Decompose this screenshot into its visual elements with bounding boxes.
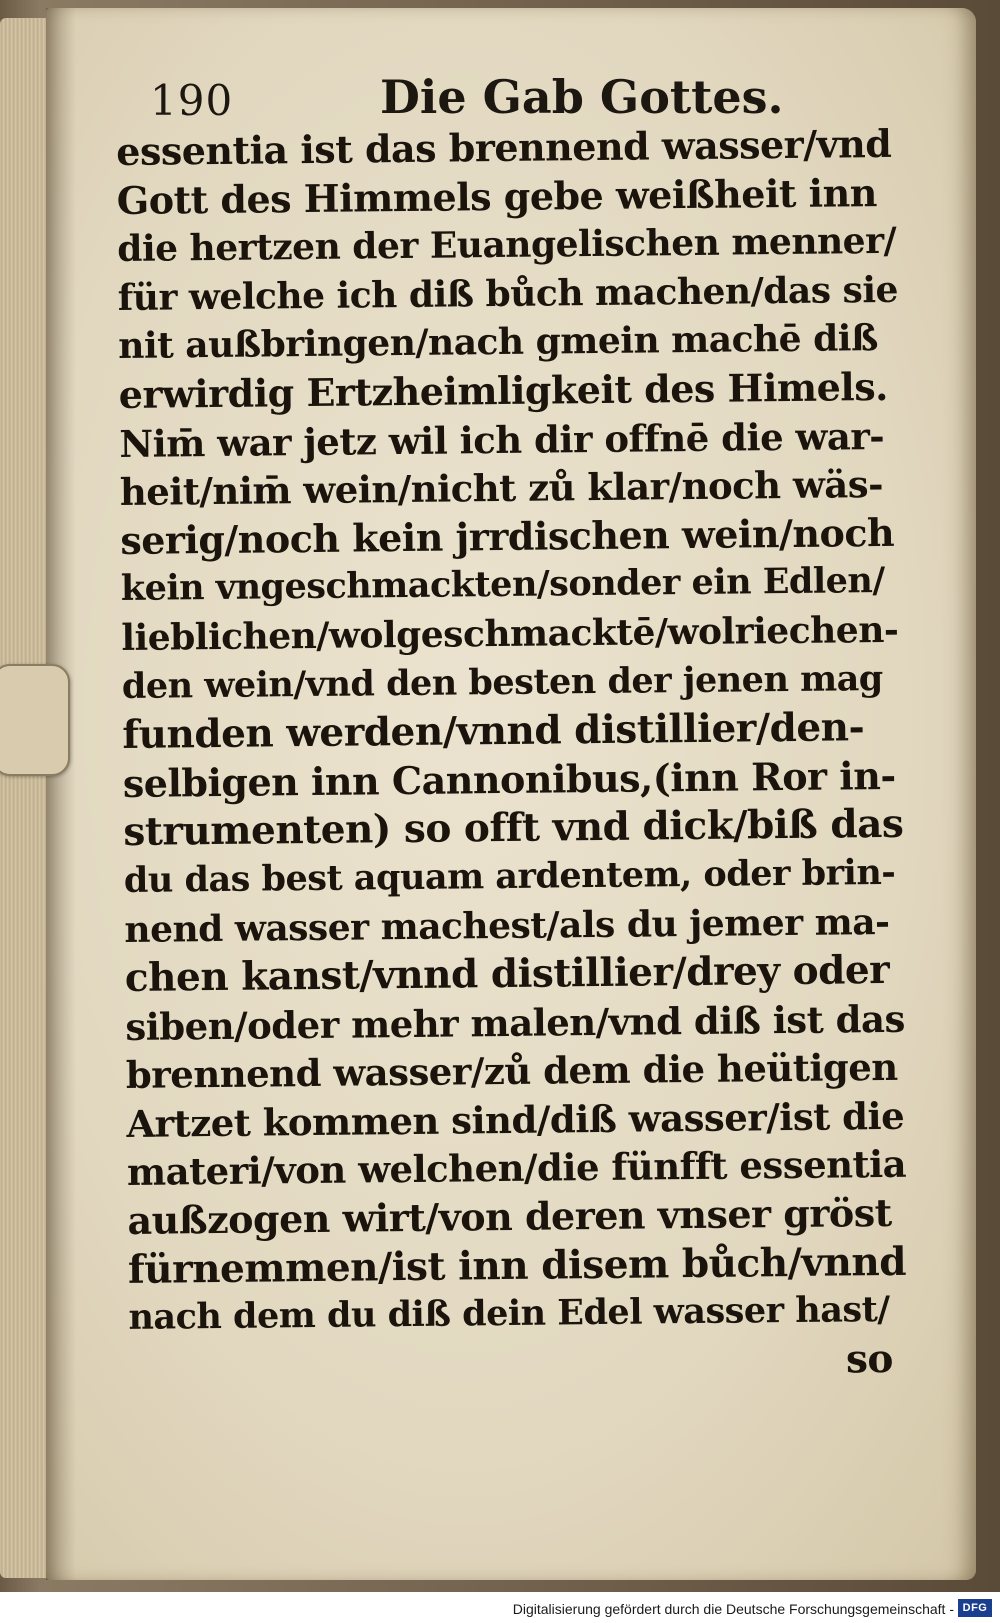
text-line: außzogen wirt/von deren vnser gröst: [127, 1190, 892, 1244]
text-line: serig/noch kein jrrdischen wein/noch: [120, 509, 895, 563]
page-number: 190: [150, 76, 234, 125]
text-line: chen kanst/vnnd distillier/drey oder: [124, 947, 890, 1002]
text-line: erwirdig Ertzheimligkeit des Himels.: [118, 363, 889, 417]
body-text: [116, 120, 909, 1392]
text-line: lieblichen/wolgeschmacktē/wolriechen-: [121, 608, 899, 659]
gutter-shadow: [46, 8, 76, 1580]
digitization-credit: Digitalisierung gefördert durch die Deutsche Forschungsgemeinschaft -: [512, 1601, 954, 1617]
text-line: siben/oder mehr malen/vnd diß ist das: [125, 996, 905, 1049]
text-line: für welche ich diß bůch machen/das sie: [117, 268, 899, 319]
text-line: nach dem du diß dein Edel wasser hast/: [128, 1289, 890, 1339]
catchword: so: [845, 1335, 894, 1383]
text-line: Gott des Himmels gebe weißheit inn: [116, 169, 878, 223]
text-line: selbigen inn Cannonibus,(inn Ror in-: [122, 752, 896, 806]
dfg-logo-icon: DFG: [958, 1599, 992, 1617]
page-tab-marker: [0, 664, 70, 776]
text-line: nend wasser machest/als du jemer ma-: [124, 900, 890, 951]
text-line: brennend wasser/zů dem die heütigen: [125, 1045, 898, 1098]
text-line: strumenten) so offt vnd dick/biß das: [123, 801, 904, 856]
text-line: kein vngeschmackten/sonder ein Edlen/: [120, 560, 885, 610]
text-line: die hertzen der Euangelischen menner/: [117, 220, 897, 271]
text-line: Nim̄ war jetz wil ich dir offnē die war-: [119, 413, 885, 466]
text-line: du das best aquam ardentem, oder brin-: [123, 851, 896, 901]
text-line: fürnemmen/ist inn disem bůch/vnnd: [127, 1238, 907, 1293]
text-line: heit/nim̄ wein/nicht zů klar/noch wäs-: [119, 462, 884, 515]
running-head: Die Gab Gottes.: [380, 70, 784, 124]
text-line: den wein/vnd den besten der jenen mag: [121, 657, 883, 707]
text-line: funden werden/vnnd distillier/den-: [122, 704, 865, 759]
text-line: nit außbringen/nach gmein machē diß: [118, 317, 879, 368]
text-line: materi/von welchen/die fünfft essentia: [126, 1142, 907, 1195]
text-line: essentia ist das brennend wasser/vnd: [116, 120, 892, 174]
text-line: Artzet kommen sind/diß wasser/ist die: [126, 1093, 905, 1146]
